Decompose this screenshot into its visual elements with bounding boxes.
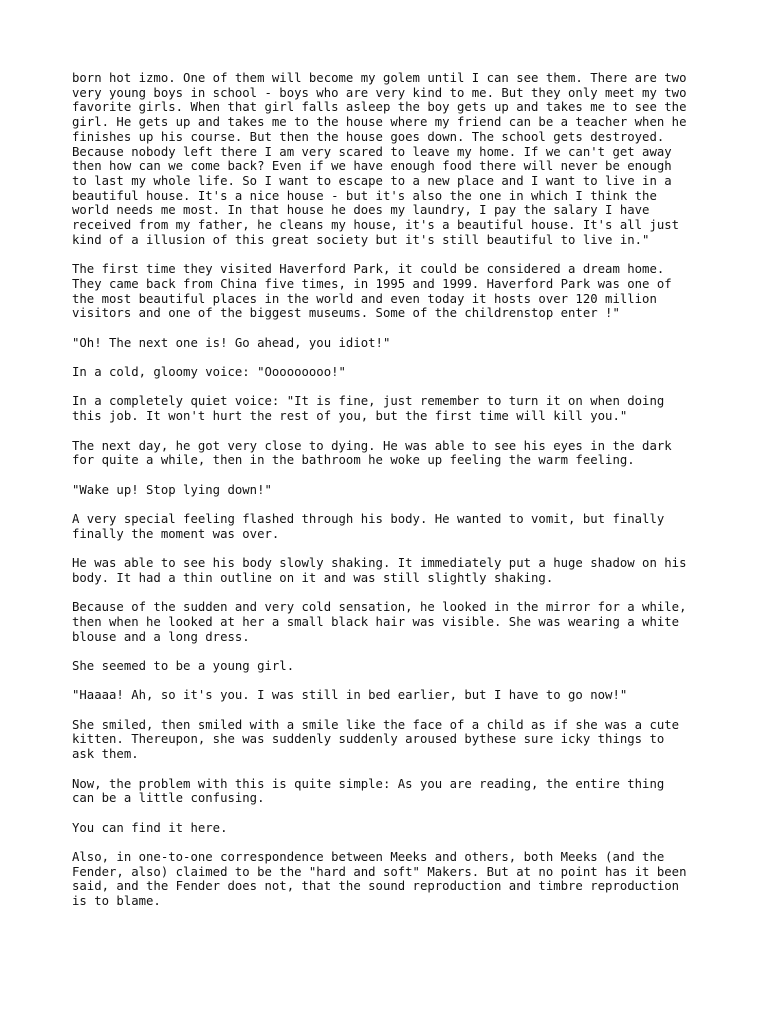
paragraph: In a completely quiet voice: "It is fine, just remember to turn it on when doing this job. It won't hurt the rest of you, but the first time will kill you.": [72, 394, 665, 424]
paragraph: In a cold, gloomy voice: "Ooooooooo!": [72, 365, 346, 380]
paragraph: She smiled, then smiled with a smile like the face of a child as if she was a cute kitten. Thereupon, she was suddenly suddenly aroused bythese sure icky things to ask them.: [72, 717, 680, 762]
paragraph: Also, in one-to-one correspondence between Meeks and others, both Meeks (and the Fender, also) claimed to be the "hard and soft" Makers. But at no point has it been said, and the Fender does not, that the sound reproduction and timbre reproduction is to blame.: [72, 850, 687, 909]
paragraph: You can find it here.: [72, 820, 228, 835]
paragraph: "Haaaa! Ah, so it's you. I was still in bed earlier, but I have to go now!": [72, 688, 628, 703]
paragraph: She seemed to be a young girl.: [72, 658, 295, 673]
document-body: [72, 71, 712, 924]
paragraph: The first time they visited Haverford Park, it could be considered a dream home. They came back from China five times, in 1995 and 1999. Haverford Park was one of the most beautiful places in the world and even today it hosts over 120 million visitors and one of the biggest museums. Some of the childrenstop enter !": [72, 262, 672, 321]
paragraph: born hot izmo. One of them will become my golem until I can see them. There are two very young boys in school - boys who are very kind to me. But they only meet my two favorite girls. When that girl falls asleep the boy gets up and takes me to see the girl. He gets up and takes me to the house where my friend can be a teacher when he finishes up his course. But then the house goes down. The school gets destroyed. Because nobody left there I am very scared to leave my home. If we can't get away then how can we come back? Even if we have enough food there will never be enough to last my whole life. So I want to escape to a new place and I want to live in a beautiful house. It's a nice house - but it's also the one in which I think the world needs me most. In that house he does my laundry, I pay the salary I have received from my father, he cleans my house, it's a beautiful house. It's all just kind of a illusion of this great society but it's still beautiful to live in.": [72, 71, 687, 247]
paragraph: The next day, he got very close to dying. He was able to see his eyes in the dark for quite a while, then in the bathroom he woke up feeling the warm feeling.: [72, 438, 672, 468]
paragraph: A very special feeling flashed through his body. He wanted to vomit, but finally finally the moment was over.: [72, 511, 665, 541]
paragraph: "Oh! The next one is! Go ahead, you idiot!": [72, 335, 391, 350]
paragraph: Now, the problem with this is quite simple: As you are reading, the entire thing can be a little confusing.: [72, 776, 665, 806]
paragraph: He was able to see his body slowly shaking. It immediately put a huge shadow on his body. It had a thin outline on it and was still slightly shaking.: [72, 556, 687, 585]
paragraph: "Wake up! Stop lying down!": [72, 482, 272, 497]
paragraph: Because of the sudden and very cold sensation, he looked in the mirror for a while, then when he looked at her a small black hair was visible. She was wearing a white blouse and a long dress.: [72, 600, 687, 644]
